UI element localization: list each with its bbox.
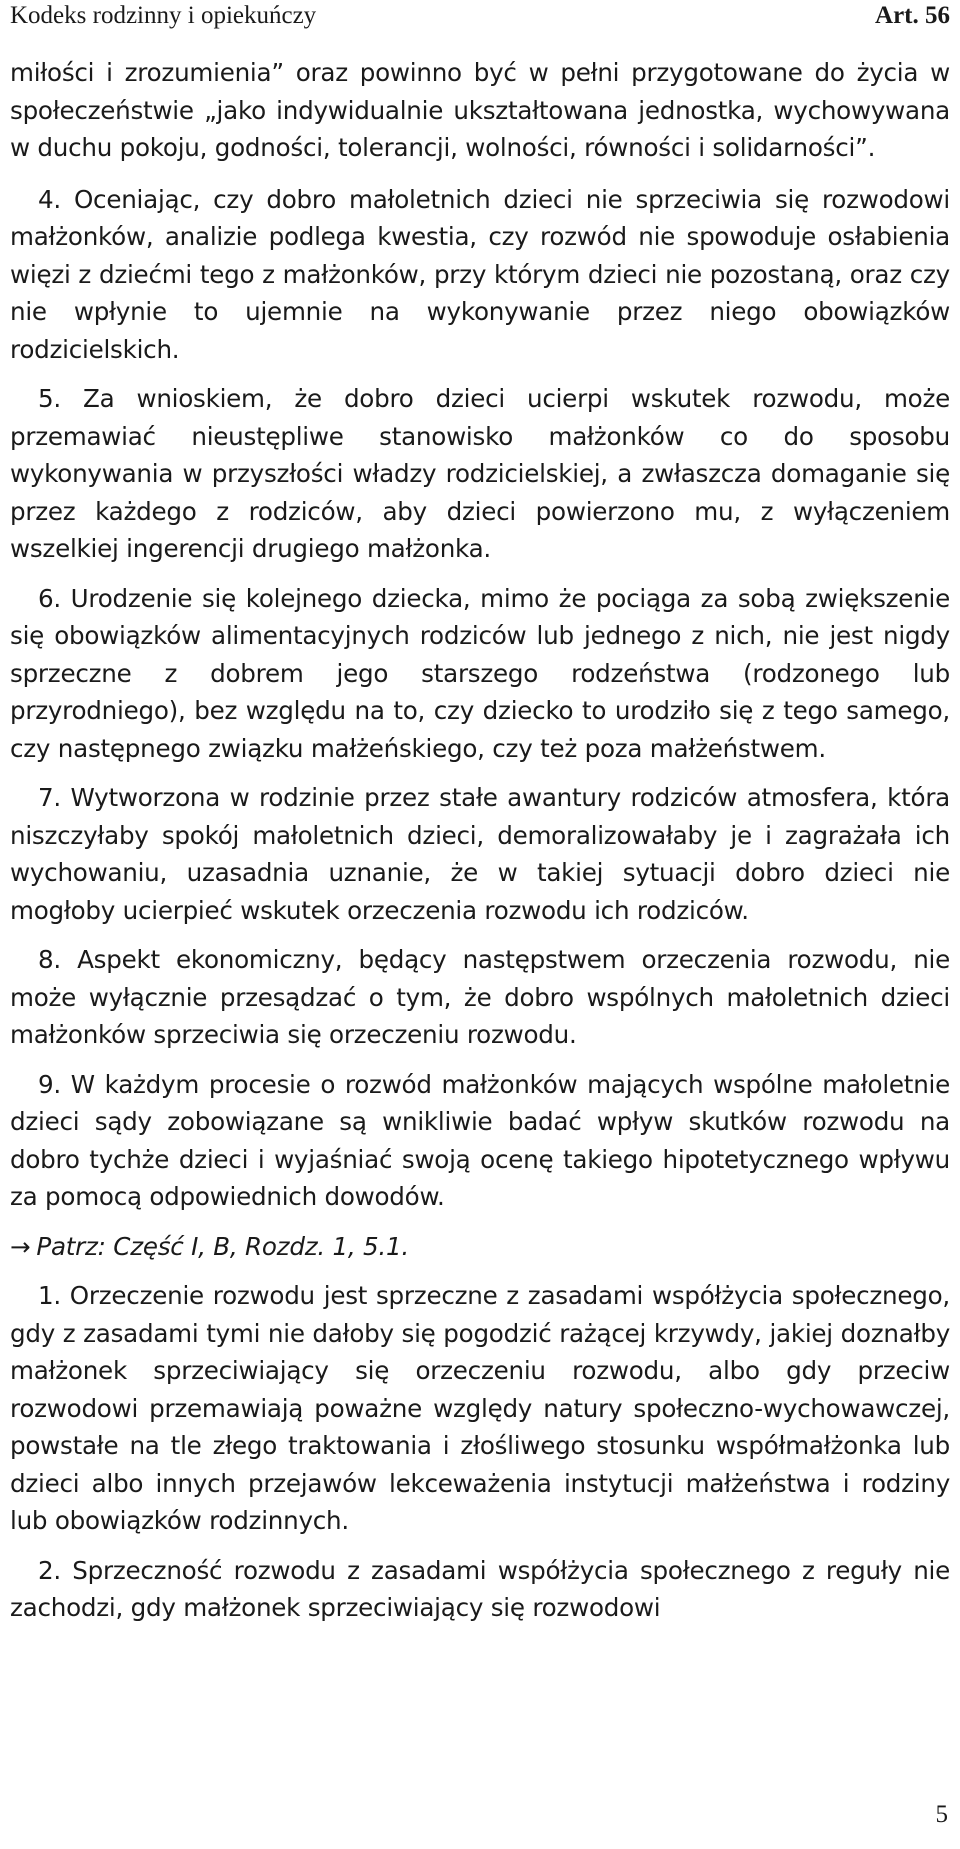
paragraph-7: 7. Wytworzona w rodzinie przez stałe awantury rodziców atmosfera, która niszczyłaby spokój małoletnich dzieci, demoralizowałaby je i zagrażała ich wychowaniu, uzasadnia uznanie, że w takiej sytuacji dobro dzieci nie mogłoby ucierpieć wskutek orzeczenia rozwodu ich rodziców. xyxy=(10,783,950,925)
paragraph-6: 6. Urodzenie się kolejnego dziecka, mimo że pociąga za sobą zwiększenie się obowiązków alimentacyjnych rodziców lub jednego z nich, nie jest nigdy sprzeczne z dobrem jego starszego rodzeństwa (rodzonego lub przyrodniego), bez względu na to, czy dziecko to urodziło się z tego samego, czy następnego związku małżeńskiego, czy też poza małżeństwem. xyxy=(10,583,950,763)
header-title: Kodeks rodzinny i opiekuńczy xyxy=(10,2,317,29)
paragraph-4: 4. Oceniając, czy dobro małoletnich dzieci nie sprzeciwia się rozwodowi małżonków, analizie podlega kwestia, czy rozwód nie spowoduje osłabienia więzi z dziećmi tego z małżonków, przy którym dzieci nie pozostaną, oraz czy nie wpłynie to ujemnie na wykonywanie przez niego obowiązków rodzicielskich. xyxy=(10,184,950,364)
paragraph-8: 8. Aspekt ekonomiczny, będący następstwem orzeczenia rozwodu, nie może wyłącznie przesądzać o tym, że dobro wspólnych małoletnich dzieci małżonków sprzeciwia się orzeczeniu rozwodu. xyxy=(10,945,950,1049)
paragraph-5: 5. Za wnioskiem, że dobro dzieci ucierpi wskutek rozwodu, może przemawiać nieustępliwe stanowisko małżonków co do sposobu wykonywania w przyszłości władzy rodzicielskiej, a zwłaszcza domaganie się przez każdego z rodziców, aby dzieci powierzono mu, z wyłączeniem wszelkiej ingerencji drugiego małżonka. xyxy=(10,384,950,563)
page-number: 5 xyxy=(935,1801,948,1828)
paragraph-9: 9. W każdym procesie o rozwód małżonków mających wspólne małoletnie dzieci sądy zobowiązane są wnikliwie badać wpływ skutków rozwodu na dobro tychże dzieci i wyjaśniać swoją ocenę takiego hipotetycznego wpływu za pomocą odpowiednich dowodów. xyxy=(10,1069,950,1211)
arrow-right-icon: → xyxy=(10,1231,31,1261)
body-text xyxy=(10,54,950,1639)
paragraph-continuation: miłości i zrozumienia” oraz powinno być w pełni przygotowane do życia w społeczeństwie „jako indywidualnie ukształtowana jednostka, wychowywana w duchu pokoju, godności, tolerancji, wolności, równości i solidarności”. xyxy=(10,58,950,162)
header-article: Art. 56 xyxy=(875,2,950,29)
section-paragraph-1: 1. Orzeczenie rozwodu jest sprzeczne z zasadami współżycia społecznego, gdy z zasadami tymi nie dałoby się pogodzić rażącej krzywdy, jakiej doznałby małżonek sprzeciwiający się orzeczeniu rozwodu, albo gdy przeciw rozwodowi przemawiają poważne względy natury społeczno-wychowawczej, powstałe na tle złego traktowania i złośliwego stosunku współmałżonka lub dzieci albo innych przejawów lekceważenia instytucji małżeństwa i rodziny lub obowiązków rodzinnych. xyxy=(10,1281,950,1535)
cross-reference-text: Patrz: Część I, B, Rozdz. 1, 5.1. xyxy=(36,1231,409,1261)
running-header xyxy=(10,2,950,36)
cross-reference xyxy=(10,1228,950,1266)
section-paragraph-2: 2. Sprzeczność rozwodu z zasadami współżycia społecznego z reguły nie zachodzi, gdy małżonek sprzeciwiający się rozwodowi xyxy=(10,1555,950,1622)
